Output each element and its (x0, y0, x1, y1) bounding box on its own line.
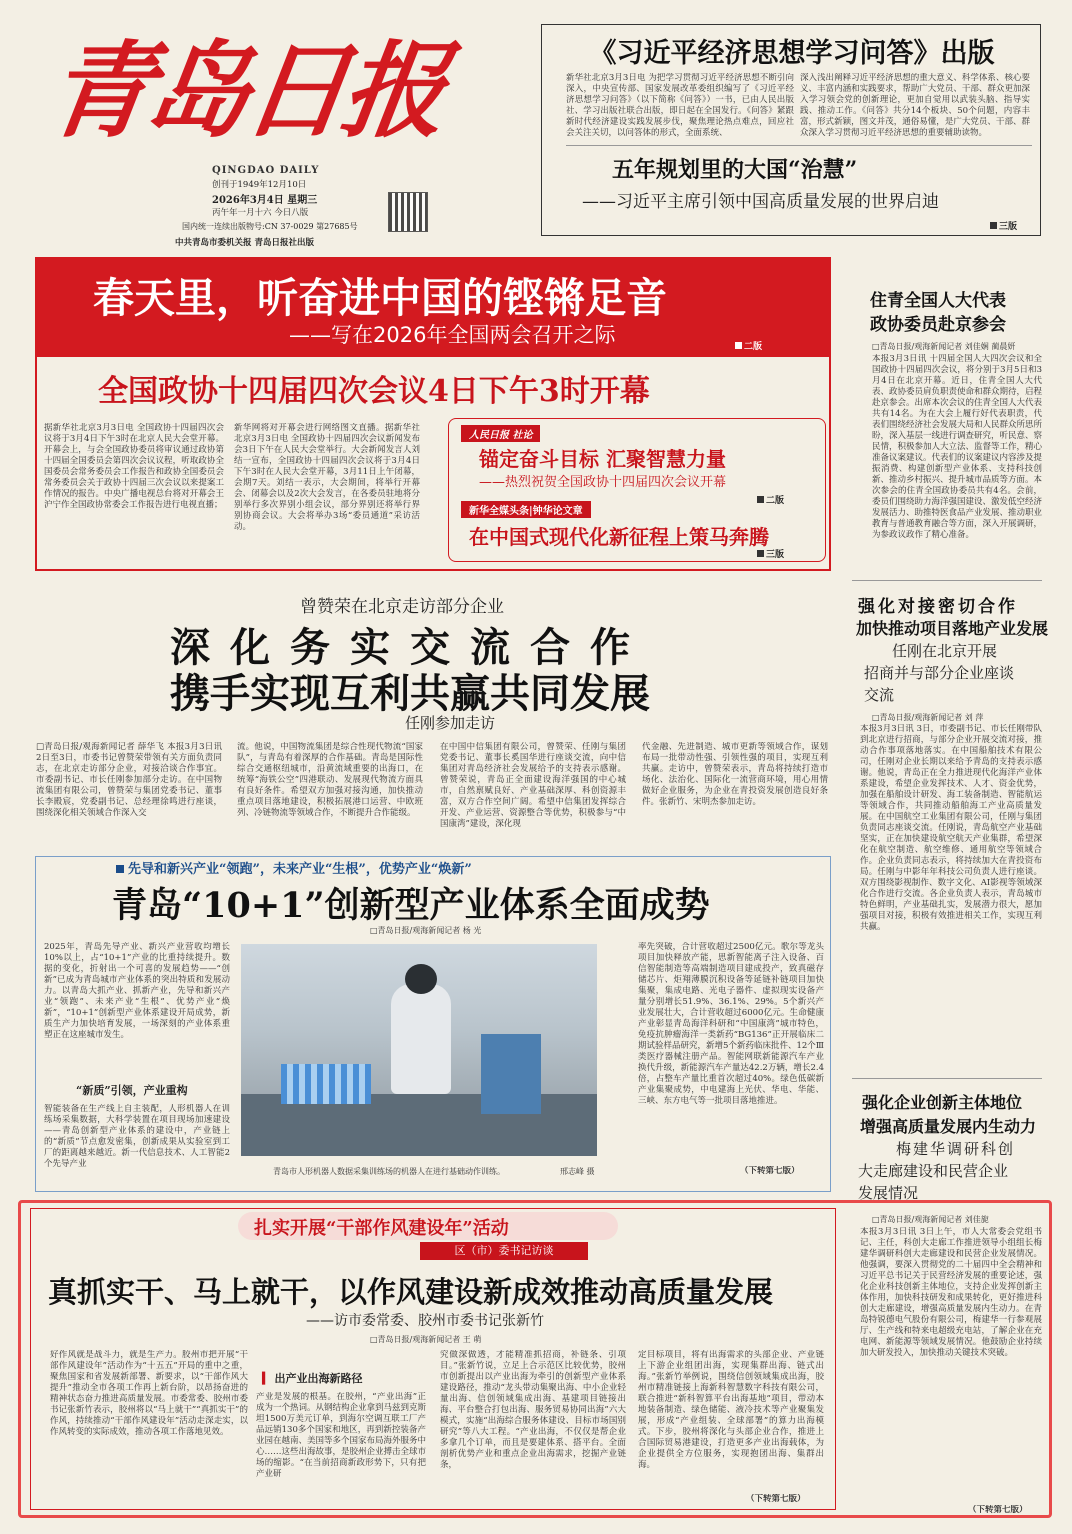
book-headline[interactable]: 《习近平经济思想学习问答》出版 (589, 38, 995, 69)
story4-byline: □青岛日报/观海新闻记者 王 萌 (370, 1335, 482, 1344)
story4-col2: 产业是发展的根基。在胶州，“产业出海”正成为一个热词。从钢结构企业拿到马兹到克斯坦1500万美元订单，到海尔空调互联工厂产品远销130多个国家和地区，再到新控装备产业园在越南、美国等多个国家布局海外服务中心……这些出海故事，是胶州企业搏击全球市场的缩影。“在当前招商新政形势下，只有把产业研 (256, 1392, 426, 1479)
publisher-line: 中共青岛市委机关报 青岛日报社出版 (175, 238, 314, 248)
serial-number: 国内统一连续出版物号:CN 37-0029 第27685号 (182, 222, 358, 231)
page-ref: 三版 (990, 219, 1017, 232)
governance-subhead: ——习近平主席引领中国高质量发展的世界启迪 (582, 192, 939, 212)
story4-subhead: ——访市委常委、胶州市委书记张新竹 (306, 1313, 544, 1329)
story3-byline: □青岛日报/观海新闻记者 杨 光 (370, 926, 482, 935)
story2-headline-line2[interactable]: 携手实现互利共赢共同发展 (170, 670, 650, 717)
story4-section-head: ▍ 出产业出海新路径 (262, 1372, 363, 1385)
right3-sub-line1: 梅建华调研科创 (896, 1140, 1016, 1158)
divider (566, 145, 1032, 146)
story2-col3: 在中国中信集团有限公司，曾赞荣、任刚与集团党委书记、董事长奚国华进行座谈交流，向中信集团对青岛经济社会发展给予的支持表示感谢。曾赞荣说，青岛正全面建设海洋强国的中心城市，自然禀赋良好、产业基础深厚、科创资源丰富，双方合作空间广阔。希望中信集团发挥综合开发、产业运营、资源整合等优势，积极参与“中国康湾”建设，深化现 (440, 742, 626, 829)
page-ref: 二版 (757, 493, 784, 506)
divider (852, 580, 1042, 581)
xinhua-headline[interactable]: 在中国式现代化新征程上策马奔腾 (469, 525, 769, 549)
right3-sub-line3: 发展情况 (858, 1184, 919, 1202)
right3-byline: □青岛日报/观海新闻记者 刘佳旎 (872, 1215, 989, 1224)
page-ref: 三版 (757, 547, 784, 560)
right2-title-line1[interactable]: 强化对接密切合作 (858, 597, 1018, 617)
right2-title-line2[interactable]: 加快推动项目落地产业发展 (856, 619, 1049, 638)
right1-byline: □青岛日报/观海新闻记者 刘佳娴 蔺晨妍 (872, 342, 1016, 351)
story4-col3: 究做深做透，才能精准抓招商，补链条、引项目。”张新竹说，立足上合示范区比较优势，胶州市创新提出以产业出海为牵引的创新型产业体系建设路径，推动“龙头带动集聚出海、中小企业轻量出海、信创领域集成出海、基建项目链接出海、平台整合打包出海、服务贸易协同出海”六大模式，实施“出海综合服务体建设、目标市场国别研究”等八大工程。“产业出海，不仅仅是帮企业多拿几个订单，而且是要建体系、搭平台。全面剖析优势产业和重点企业出海需求，挖掘产业链条， (440, 1350, 626, 1470)
right2-byline: □青岛日报/观海新闻记者 刘 萍 (872, 713, 984, 722)
story2-headline-line1[interactable]: 深化务实交流合作 (170, 624, 650, 671)
right1-title-line2[interactable]: 政协委员赴京参会 (870, 315, 1006, 335)
photo-caption: 青岛市人形机器人数据采集训练场的机器人在进行基础动作训练。 (273, 1167, 505, 1176)
cppcc-headline[interactable]: 全国政协十四届四次会议4日下午3时开幕 (98, 374, 650, 409)
qr-code-icon[interactable] (388, 192, 428, 232)
right1-title-line1[interactable]: 住青全国人大代表 (870, 291, 1006, 311)
story2-col2: 流。他说，中国物流集团是综合性现代物流“国家队”，与青岛有着深厚的合作基础。青岛是国际性综合交通枢纽城市，沿黄流域重要的出海口，在统筹“海铁公空”四港联动、发展现代物流方面具有良好条件。希望双方加强对接沟通，加快推动重点项目落地建设，积极拓展港口运营、中欧班列、冷链物流等领域合作，不断提升合作能级。 (237, 742, 423, 818)
right3-article: 本报3月3日讯 3日上午，市人大常委会党组书记、主任，科创大走廊工作推进领导小组组长梅建华调研科创大走廊建设和民营企业发展情况。他强调，要深入贯彻党的二十届四中全会精神和习近平总书记关于民营经济发展的重要论述，强化企业科技创新主体地位，支持企业发挥创新主体作用，加快科技研发和成果转化，更好推进科创大走廊建设，增强高质量发展内生动力。在青岛特锐德电气股份有限公司，梅建华一行参观展厅、生产线和特来电超级充电站，了解企业在充电网、新能源等领域发展情况。他鼓励企业持续加大研发投入，加快推动关键技术突破。 (860, 1227, 1042, 1358)
editorial-subhead: ——热烈祝贺全国政协十四届四次会议开幕 (479, 475, 727, 490)
story3-col3: 率先突破，合计营收超过2500亿元。歌尔等龙头项目加快释放产能，思新智能离子注入设备、百信智能制造等高端制造项目建成投产，致真磁存储芯片、炬翔薄膜沉积设备等延链补链项目加快集聚，集成电路、光电子器件、虚拟现实设备产量分别增长51.9%、36.1%、29%。5个新兴产业发展壮大，合计营收超过6000亿元。生命健康产业彰显青岛海洋科研和“中国康湾”城市特色，免疫抗肿瘤海洋一类新药“BG136”正开展临床二期试验样品研究，新增5个新药临床批件、12个Ⅲ类医疗器械注册产品。智能网联新能源汽车产业换代升级，新能源汽车产量达42.2万辆，增长2.4倍，占整车产量比重首次超过40%。绿色低碳新产业集聚成势，中电建海上光伏、华电、华能、三峡、东方电气等一批项目落地推进。 (638, 942, 824, 1106)
right1-article: 本报3月3日讯 十四届全国人大四次会议和全国政协十四届四次会议，将分别于3月5日和3月4日在北京开幕。近日，住青全国人大代表、政协委员肩负职责使命和群众期待，启程赴京参会。出席本次会议的住青全国人大代表共有14名。为在大会上履行好代表职责，代表们围绕经济社会发展大局和人民群众所思所盼，深入基层一线进行调查研究，听民意、察民情，积极参加人大立法、监督等工作，精心准备议案建议。代表们的议案建议内容涉及提振消费、构建创新型产业体系、支持科技创新、推动乡村振兴、提升城市品质等方面。本次参会的住青全国政协委员共有4名。会前，委员们围绕助力海洋强国建设、激发低空经济发展活力、助推特医食品产业发展、推动职业教育与普通教育融合等方面，深入开展调研，为参政议政作了精心准备。 (872, 354, 1042, 540)
governance-headline[interactable]: 五年规划里的大国“治慧” (612, 157, 858, 183)
page-ref: 二版 (735, 339, 762, 352)
issue-date: 2026年3月4日 星期三 (212, 195, 318, 206)
story4-banner: 扎实开展“干部作风建设年”活动 (254, 1218, 509, 1239)
photo-credit: 邢志峰 摄 (560, 1167, 595, 1176)
newspaper-logo: 青岛日报 (40, 29, 450, 152)
lead-subhead: ——写在2026年全国两会召开之际 (289, 323, 616, 347)
story4-col1: 好作风就是战斗力，就是生产力。胶州市把开展“干部作风建设年”活动作为“十五五”开局的重中之重，聚焦国家和省发展新部署、新要求，以“干部作风大提升”推动全市各项工作再上新台阶，以昂扬奋进的精神状态奋力推进高质量发展。市委常委、胶州市委书记张新竹表示，胶州将以“马上就干”“真抓实干”的作风，持续推动“干部作风建设年”活动走深走实，以作风转变的实际成效，推动各项工作落地见效。 (50, 1350, 248, 1437)
right2-sub-line2: 招商并与部分企业座谈 (864, 664, 1015, 682)
story2-col4: 代金融、先进制造、城市更新等领域合作，谋划布局一批带动性强、引领性强的项目，实现互利共赢。走访中，曾赞荣表示，青岛将持续打造市场化、法治化、国际化一流营商环境，用心用情做好企业服务，为企业在青投资发展创造良好条件。张新竹、宋明杰参加走访。 (642, 742, 828, 807)
lunar-date: 丙午年一月十六 今日八版 (212, 208, 309, 218)
lead-headline[interactable]: 春天里，听奋进中国的铿锵足音 (93, 274, 667, 322)
right3-title-line2[interactable]: 增强高质量发展内生动力 (860, 1117, 1037, 1136)
book-article-left: 新华社北京3月3日电 为把学习贯彻习近平经济思想不断引向深入，中央宣传部、国家发展改革委组织编写了《习近平经济思想学习问答》（以下简称《问答》）一书，已由人民出版社、学习出版社联合出版，即日起在全国发行。《问答》紧跟新时代经济建设实践发展步伐，聚焦理论热点难点，回应社会关注关切，以问答体的形式，全面系统、 (566, 73, 794, 138)
story3-headline[interactable]: 青岛“10+1”创新型产业体系全面成势 (112, 885, 710, 926)
right2-sub-line3: 交流 (864, 686, 895, 704)
top-news-box (541, 24, 1041, 236)
right2-sub-line1: 任刚在北京开展 (892, 642, 998, 660)
masthead-founded: 创刊于1949年12月10日 (212, 180, 307, 190)
right2-article: 本报3月3日讯 3日，市委副书记、市长任刚带队到北京进行招商，与部分企业开展交流对接，推动合作事项落地落实。在中国船舶技术有限公司，任刚对企业长期以来给予青岛的支持表示感谢。他说，青岛正在全力推进现代化海洋产业体系建设，希望企业发挥技术、人才、资金优势，加强在船舶设计研发、海工装备制造、智能航运等领域合作，共同推动船舶海工产业高质量发展。在中国航空工业集团有限公司，任刚与集团负责同志座谈交流。任刚说，青岛航空产业基础坚实，正在加快建设航空航天产业集群，希望深化在航空制造、航空维修、通用航空等领域合作。企业负责同志表示，将持续加大在青投资布局。任刚与中影年年科技公司负责人进行座谈。双方围绕影视制作、数字文化、AI影视等领域深化合作进行交流。各企业负责人表示，青岛城市特色鲜明，产业基础扎实，发展潜力很大，愿加强项目对接，积极有效推进相关工作，实现互利共赢。 (860, 724, 1042, 932)
story2-kicker: 曾赞荣在北京走访部分企业 (300, 597, 504, 617)
story3-section-head: “新质”引领，产业重构 (76, 1084, 188, 1097)
lead-banner (35, 257, 831, 357)
book-article-right: 深入浅出阐释习近平经济思想的重大意义、科学体系、核心要义、丰富内涵和实践要求，帮助广大党员、干部、群众更加深入学习领会党的创新理论，更加自觉用以武装头脑、指导实践、推动工作。《问答》共分14个板块、50个问题，内容丰富，形式新颖，图文并茂，通俗易懂，是广大党员、干部、群众深入学习贯彻习近平经济思想的重要辅助读物。 (800, 73, 1030, 138)
story3-kicker: 先导和新兴产业“领跑”，未来产业“生根”，优势产业“焕新” (116, 858, 472, 877)
right3-title-line1[interactable]: 强化企业创新主体地位 (862, 1093, 1023, 1112)
story2-col1: □青岛日报/观海新闻记者 薛华飞 本报3月3日讯 2日至3日，市委书记曾赞荣带领有关方面负责同志，在北京走访部分企业，对接洽谈合作事宜。市委副书记、市长任刚参加部分走访。在中国物流集团有限公司，曾赞荣与集团党委书记、董事长李殿宸，党委副书记、总经理徐鸣进行座谈，围绕深化相关领域合作深入交 (36, 742, 222, 818)
cppcc-article-col2: 新华网将对开幕会进行网络图文直播。据新华社北京3月3日电 全国政协十四届四次会议新闻发布会3日下午在人民大会堂举行。大会新闻发言人刘结一宣布，全国政协十四届四次会议将于3月4日下午3时在人民大会堂开幕，3月11日上午闭幕，会期7天。刘结一表示，大会期间，将举行开幕会、闭幕会以及2次大会发言，在各委员驻地将分别举行多次界别小组会议，部分界别还将举行界别协商会议。大会将举办3场“委员通道”采访活动。 (234, 423, 420, 532)
page-ref: （下转第七版） (740, 1166, 800, 1176)
story2-subhead: 任刚参加走访 (405, 714, 496, 732)
cppcc-article-col1: 据新华社北京3月3日电 全国政协十四届四次会议将于3月4日下午3时在北京人民大会堂开幕。开幕会上，与会全国政协委员将审议通过政协第十四届全国委员会第四次会议议程，听取政协全国委员会常务委员会工作报告和政协全国委员会常务委员会关于政协十四届三次会议以来提案工作情况的报告。中央广播电视总台将对开幕会王沪宁作全国政协常委会工作报告进行电视直播； (44, 423, 224, 510)
editorial-headline[interactable]: 锚定奋斗目标 汇聚智慧力量 (479, 447, 726, 471)
story3-col1: 2025年，青岛先导产业、新兴产业营收均增长10%以上，占“10+1”产业的比重持续提升。数据的变化，折射出一个可喜的发展趋势——“创新”已成为青岛城市产业体系的突出特质和发展动力。以青岛大抓产业、抓新产业，先导和新兴产业“领跑”、未来产业“生根”、优势产业“焕新”，“10+1”创新型产业体系建设开局成势，新质生产力加快培育发展，一场深刻的产业体系重塑正在这座城市发生。 (44, 942, 230, 1040)
story4-col4: 定目标项目，将有出海需求的头部企业、产业链上下游企业组团出海，实现集群出海、链式出海。”张新竹举例说，围绕信创领域集成出海，胶州市精准链接上海新科智慧数字科技有限公司，联合推进“新科智算平台出海基地”项目，带动本地装备制造、绿色储能、液冷技术等产业聚集发展，形成“产业组装、全球部署”的算力出海模式。下步，胶州将深化与头部企业合作，推进上合国际贸易港建设，打造更多产业出海载体，为企业提供全方位服务，实现抱团出海、集群出海。 (638, 1350, 824, 1470)
editorial-box (448, 418, 826, 562)
story4-headline[interactable]: 真抓实干、马上就干，以作风建设新成效推动高质量发展 (48, 1275, 774, 1309)
robot-training-photo[interactable] (241, 944, 597, 1156)
masthead-english: QINGDAO DAILY (212, 165, 320, 176)
page-ref: （下转第七版） (746, 1494, 806, 1504)
story3-col1b: 智能装备在生产线上自主装配，人形机器人在训练场采集数据，大科学装置在项目现场加速建设——青岛创新型产业体系的建设中，产业链上的“新质”节点愈发密集，创新成果从实验室到工厂的距离越来越近。新一代信息技术、人工智能2个先导产业 (44, 1104, 230, 1169)
xinhua-tag: 新华全媒头条|钟华论文章 (461, 501, 591, 518)
right3-sub-line2: 大走廊建设和民营企业 (858, 1162, 1009, 1180)
divider (852, 1078, 1042, 1079)
page-ref: （下转第七版） (968, 1505, 1028, 1515)
editorial-tag: 人民日报 社论 (461, 425, 540, 442)
story4-tag: 区（市）委书记访谈 (420, 1242, 588, 1260)
